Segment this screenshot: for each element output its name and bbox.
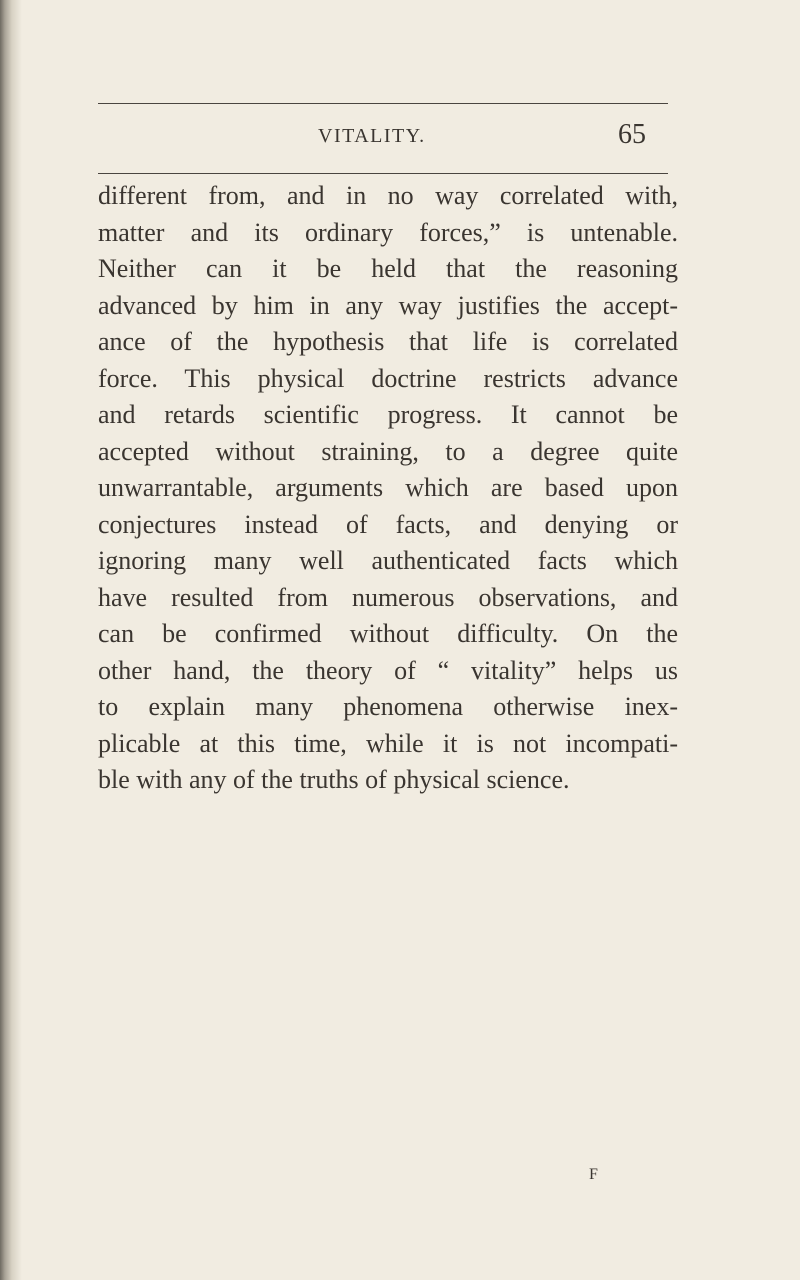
header-top-rule xyxy=(98,103,668,104)
text-line: ignoring many well authenticated facts which xyxy=(98,546,678,575)
text-line: ance of the hypothesis that life is correlated xyxy=(98,327,678,356)
text-line: ble with any of the truths of physical science. xyxy=(98,765,570,794)
running-head xyxy=(98,117,668,157)
text-line: Neither can it be held that the reasoning xyxy=(98,254,678,283)
text-line: and retards scientific progress. It cannot be xyxy=(98,400,678,429)
header-bottom-rule xyxy=(98,173,668,174)
text-line: plicable at this time, while it is not incompati- xyxy=(98,728,678,758)
text-line: unwarrantable, arguments which are based upon xyxy=(98,473,678,502)
page-number: 65 xyxy=(618,119,646,150)
text-line: conjectures instead of facts, and denying or xyxy=(98,509,678,539)
page-heading: VITALITY. xyxy=(318,125,426,147)
text-line: can be confirmed without difficulty. On the xyxy=(98,619,678,648)
text-line: to explain many phenomena otherwise inex- xyxy=(98,692,678,721)
text-line: advanced by him in any way justifies the accept- xyxy=(98,290,678,320)
text-line: accepted without straining, to a degree quite xyxy=(98,436,678,466)
text-line: force. This physical doctrine restricts advance xyxy=(98,363,678,393)
binding-gutter-shadow xyxy=(0,0,22,1280)
signature-mark: F xyxy=(589,1166,598,1183)
body-paragraph xyxy=(98,178,678,799)
text-line: have resulted from numerous observations, and xyxy=(98,582,678,612)
text-line: different from, and in no way correlated with, xyxy=(98,181,678,210)
text-line: other hand, the theory of “ vitality” helps us xyxy=(98,655,678,685)
text-line: matter and its ordinary forces,” is untenable. xyxy=(98,217,678,247)
